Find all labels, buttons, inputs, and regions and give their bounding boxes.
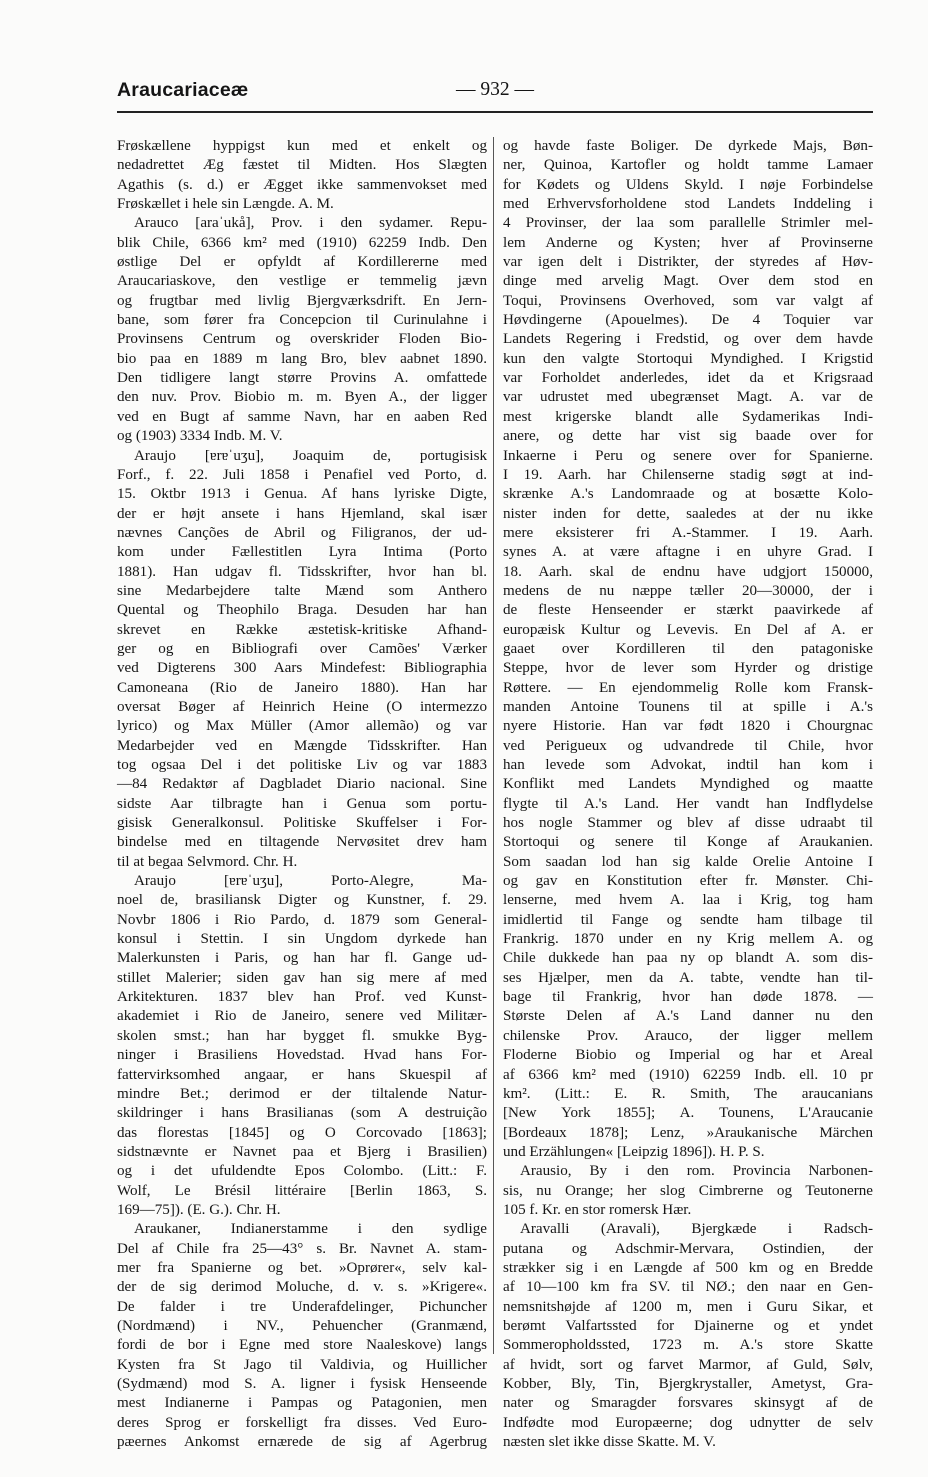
- text-line: Forf., f. 22. Juli 1858 i Penafiel ved Porto, d.: [117, 466, 487, 483]
- text-line: mest Indianerne i Pampas og Patagonien, men: [117, 1395, 487, 1412]
- text-line: Arkitekturen. 1837 blev han Prof. ved Kunst-: [117, 989, 487, 1006]
- text-line: Sommeropholdssted, 1723 m. A.'s store Skatte: [503, 1337, 873, 1354]
- text-line: Arauco [araˈukå], Prov. i den sydamer. Repu-: [134, 215, 487, 232]
- text-line: Araukaner, Indianerstamme i den sydlige: [134, 1221, 487, 1238]
- text-line: anere, og dette har vist sig baade over for: [503, 428, 873, 445]
- text-line: 105 f. Kr. en stor romersk Hær.: [503, 1201, 692, 1218]
- text-line: strækker sig i en Længde af 500 km og en Bredde: [503, 1259, 873, 1276]
- text-line: Kysten fra St Jago til Valdivia, og Huillicher: [117, 1356, 487, 1373]
- text-line: lyrico) og Max Müller (Amor allemão) og var: [117, 718, 487, 735]
- text-line: (Nordmænd) i NV., Pehuencher (Granmænd,: [117, 1317, 487, 1334]
- text-line: Agathis (s. d.) er Ægget ikke sammenvokset med: [117, 176, 487, 193]
- text-line: sis, nu Orange; her slog Cimbrerne og Teutonerne: [503, 1182, 873, 1199]
- text-line: bage til Frankrig, hvor han døde 1878. —: [503, 989, 873, 1006]
- text-line: sidstnævnte er Navnet paa et Bjerg i Brasilien): [117, 1143, 487, 1160]
- text-line: Indfødte mod Europæerne; dog udnytter de selv: [503, 1414, 873, 1431]
- text-line: sine Medarbejdere talte Mænd som Anthero: [117, 582, 487, 599]
- text-line: akademiet i Rio de Janeiro, senere ved Militær-: [117, 1008, 487, 1025]
- text-line: (Sydmænd) mod S. A. ligner i fysisk Henseende: [117, 1376, 487, 1392]
- text-line: konsul i Stettin. I sin Ungdom dyrkede han: [117, 931, 487, 948]
- text-line: berømt Valfartssted for Djainerne og et yndet: [503, 1317, 873, 1334]
- text-line: Frøskællene hyppigst kun med et enkelt og: [117, 138, 487, 154]
- text-line: Araucariaskove, den vestlige er temmelig jævn: [117, 273, 487, 290]
- text-line: [Bordeaux 1878]; Lenz, »Araukanische Märchen: [503, 1124, 873, 1141]
- text-line: nedadrettet Æg fæstet til Midten. Hos Slægten: [117, 157, 487, 174]
- text-line: skolen smst.; han har bygget fl. smukke Byg-: [117, 1027, 487, 1044]
- text-line: Floderne Biobio og Imperial og har et Areal: [503, 1047, 873, 1064]
- text-line: 169—75]). (E. G.). Chr. H.: [117, 1201, 281, 1218]
- text-line: Malerkunsten i Paris, og han har fl. Gange ud-: [117, 950, 487, 967]
- text-line: manden Antoine Tounens til at spille i A.'s: [503, 698, 873, 715]
- text-line: —84 Redaktør af Dagbladet Diario nacional. Sine: [117, 776, 487, 793]
- page-number: — 932 —: [456, 79, 534, 100]
- text-line: Stortoqui og senere til Konge af Araukanien.: [503, 834, 873, 851]
- text-line: de fleste Henseender er stærkt paavirkede af: [503, 602, 873, 619]
- text-line: Camoneana (Rio de Janeiro 1880). Han har: [117, 679, 487, 696]
- text-line: Quental og Theophilo Braga. Desuden har han: [117, 602, 487, 619]
- text-line: I 19. Aarh. har Chilenserne stadig søgt at ind-: [503, 466, 873, 483]
- text-line: Inkaerne i Peru og senere over for Spanierne.: [503, 447, 873, 464]
- text-line: europæisk Kultur og Levevis. En Del af A. er: [503, 621, 873, 638]
- text-line: sidste Aar tilbragte han i Genua som portu-: [117, 795, 487, 812]
- text-line: nyere Historie. Han var født 1820 i Chourgnac: [503, 718, 873, 735]
- text-line: deres Sprog er forskelligt fra disses. Ved Euro-: [117, 1414, 487, 1431]
- text-line: der er højt ansete i hans Hjemland, skal især: [117, 505, 487, 522]
- text-line: af 6366 km² med (1910) 62259 Indb. ell. 10 pr: [503, 1066, 873, 1083]
- text-line: og frugtbar med livlig Bjergværksdrift. En Jern-: [117, 292, 487, 309]
- text-line: Frankrig. 1870 under en ny Krig mellem A. og: [503, 931, 873, 948]
- text-line: Aravalli (Aravali), Bjergkæde i Radsch-: [520, 1221, 873, 1238]
- text-line: Konflikt med Landets Myndighed og maatte: [503, 776, 873, 793]
- text-line: imidlertid til Fange og sendte ham tilbage til: [503, 911, 873, 928]
- text-line: lem Anderne og Kysten; hver af Provinserne: [503, 234, 873, 251]
- text-line: mindre Bet.; derimod er der tiltalende Natur-: [117, 1085, 487, 1102]
- text-line: og i det ufuldendte Epos Colombo. (Litt.: F.: [117, 1163, 487, 1180]
- text-line: Chile dukkede han paa ny op blandt A. som dis-: [503, 950, 873, 967]
- text-line: dinge med arvelig Magt. Over dem stod en: [503, 273, 873, 290]
- text-line: fordi de bor i Egne med store Naaleskove) langs: [117, 1337, 487, 1354]
- text-line: skildringer i hans Brasilianas (som A destruição: [117, 1105, 487, 1122]
- column-divider: [493, 137, 494, 1354]
- text-line: hos nogle Stammer og blev af disse udraabt til: [503, 815, 873, 832]
- text-line: næsten slet ikke disse Skatte. M. V.: [503, 1434, 716, 1451]
- text-line: mest krigerske blandt alle Sydamerikas Indi-: [503, 408, 873, 425]
- text-line: Den tidligere langt større Provins A. omfattede: [117, 370, 487, 387]
- text-line: 1881). Han udgav fl. Tidsskrifter, hvor han bl.: [117, 563, 487, 580]
- text-line: af 10—100 km fra SV. til NØ.; den naar en Gen-: [503, 1279, 873, 1296]
- text-line: medens de nu næppe tæller 20—30000, der i: [503, 582, 873, 599]
- text-line: ner, Quinoa, Kartofler og holdt tamme Lamaer: [503, 157, 873, 174]
- text-line: han levede som Advokat, indtil han kom i: [503, 757, 873, 773]
- text-line: 18. Aarh. skal de endnu have udgjort 150000,: [503, 563, 873, 580]
- text-line: ved Perigueux og udvandrede til Chile, hvor: [503, 737, 873, 754]
- text-line: mere eksisterer fri A.-Stammer. I 19. Aarh.: [503, 524, 873, 541]
- text-line: flygte til A.'s Land. Her vandt han Indflydelse: [503, 795, 873, 812]
- text-line: oversat Bøger af Heinrich Heine (O intermezzo: [117, 698, 487, 715]
- text-line: var udrustet med ubegrænset Magt. A. var de: [503, 389, 873, 406]
- text-line: Steppe, hvor de lever som Hyrder og dristige: [503, 660, 873, 677]
- text-line: gaaet over Kordilleren til den patagoniske: [503, 640, 873, 657]
- text-line: Araujo [ɐrɐˈuʒu], Porto-Alegre, Ma-: [134, 873, 487, 890]
- text-line: Landets Regering i Fredstid, og over dem havde: [503, 331, 873, 348]
- text-line: til at begaa Selvmord. Chr. H.: [117, 853, 298, 870]
- text-line: das florestas [1845] og O Corcovado [1863];: [117, 1124, 487, 1141]
- text-line: [New York 1855]; A. Tounens, L'Araucanie: [503, 1105, 873, 1122]
- text-line: putana og Adschmir-Mervara, Ostindien, der: [503, 1240, 873, 1257]
- text-line: chilenske Prov. Arauco, der ligger mellem: [503, 1027, 873, 1044]
- text-line: tog ogsaa Del i det politiske Liv og var 1883: [117, 757, 487, 773]
- text-line: bindelse med en tiltagende Nervøsitet drev ham: [117, 834, 487, 851]
- text-line: pæernes Ankomst ernærede de sig af Agerbrug: [117, 1434, 487, 1451]
- text-line: stillet Malerier; siden gav han sig mere af med: [117, 969, 487, 986]
- text-line: den nuv. Prov. Biobio m. m. Byen A., der ligger: [117, 389, 487, 406]
- text-line: nævnes Canções de Abril og Filigranos, der ud-: [117, 524, 487, 541]
- text-line: og havde faste Boliger. De dyrkede Majs, Bøn-: [503, 138, 873, 154]
- text-line: noel de, brasiliansk Digter og Kunstner, f. 29.: [117, 892, 487, 909]
- text-line: ved Digterens 300 Aars Mindefest: Bibliographia: [117, 660, 487, 677]
- text-line: Del af Chile fra 25—43° s. Br. Navnet A. stam-: [117, 1240, 487, 1257]
- text-line: kom under Fællestitlen Lyra Intima (Porto: [117, 544, 487, 561]
- text-line: Kobber, Bly, Tin, Bjergkrystaller, Ametyst, Gra-: [503, 1376, 873, 1392]
- text-line: kun den valgte Stortoqui Myndighed. I Krigstid: [503, 350, 873, 367]
- text-line: og (1903) 3334 Indb. M. V.: [117, 428, 283, 445]
- text-line: und Erzählungen« [Leipzig 1896]). H. P. S.: [503, 1143, 765, 1160]
- text-line: Største Delen af A.'s Land danner nu den: [503, 1008, 873, 1025]
- text-line: ninger i Brasiliens Hovedstad. Hvad hans For-: [117, 1047, 487, 1064]
- text-line: fattervirksomhed angaar, er hans Skuespil af: [117, 1066, 487, 1083]
- running-headword: Araucariaceæ: [117, 79, 249, 101]
- text-line: skrænke A.'s Landomraade og at bosætte Kolo-: [503, 486, 873, 503]
- text-line: Som saadan lod han sig kalde Orelie Antoine I: [503, 853, 873, 870]
- text-line: der de sig derimod Moluche, d. v. s. »Krigere«.: [117, 1279, 487, 1296]
- text-line: skrevet en Række æstetisk-kritiske Afhand-: [117, 621, 487, 638]
- text-line: bane, som fører fra Concepcion til Curinulahne i: [117, 312, 487, 329]
- text-line: Araujo [ɐrɐˈuʒu], Joaquim de, portugisisk: [134, 447, 487, 464]
- text-line: ses Hjælper, men da A. tabte, vendte han til-: [503, 969, 873, 986]
- header-rule: [117, 111, 873, 113]
- text-line: nemsnitshøjde af 1200 m, men i Guru Sikar, et: [503, 1298, 873, 1315]
- text-line: Provinsens Centrum og overskrider Floden Bio-: [117, 331, 487, 348]
- text-line: ved en Bugt af samme Navn, har en aaben Red: [117, 408, 487, 425]
- text-line: lenserne, med hvem A. laa i Krig, tog ham: [503, 892, 873, 909]
- text-line: nister inden for dette, saaledes at der nu ikke: [503, 505, 873, 522]
- running-header: [117, 79, 873, 105]
- text-line: Frøskællet i hele sin Længde. A. M.: [117, 196, 334, 213]
- text-line: De falder i tre Underafdelinger, Pichuncher: [117, 1298, 487, 1315]
- text-line: var Forholdet anderledes, idet da et Krigsraad: [503, 370, 873, 387]
- text-line: blik Chile, 6366 km² med (1910) 62259 Indb. Den: [117, 234, 487, 251]
- text-line: Arausio, By i den rom. Provincia Narbonen-: [520, 1163, 873, 1180]
- text-line: bio paa en 1889 m lang Bro, blev aabnet 1890.: [117, 350, 487, 367]
- text-line: 4 Provinser, der laa som parallelle Strimler mel-: [503, 215, 873, 232]
- text-line: mer fra Spanierne og bet. »Oprører«, selv kal-: [117, 1259, 487, 1276]
- text-line: Wolf, Le Brésil littéraire [Berlin 1863, S.: [117, 1182, 487, 1199]
- text-line: 15. Oktbr 1913 i Genua. Af hans lyriske Digte,: [117, 486, 487, 503]
- text-line: med Erhvervsforholdene stod Landets Inddeling i: [503, 196, 873, 213]
- text-line: gisisk Generalkonsul. Politiske Skuffelser i For-: [117, 815, 487, 832]
- text-line: var igen delt i Distrikter, der styredes af Høv-: [503, 254, 873, 271]
- text-line: Novbr 1806 i Rio Pardo, d. 1879 som General-: [117, 911, 487, 928]
- text-line: og gav en Konstitution efter fr. Mønster. Chi-: [503, 873, 873, 890]
- text-line: synes A. at være aftagne i en uhyre Grad. I: [503, 544, 873, 561]
- text-line: Toqui, Provinsens Overhoved, som var valgt af: [503, 292, 873, 309]
- text-line: for Kødets og Uldens Skyld. I nøje Forbindelse: [503, 176, 873, 193]
- text-line: af hvidt, sort og farvet Marmor, af Guld, Sølv,: [503, 1356, 873, 1373]
- right-column: [503, 137, 873, 1452]
- text-line: km². (Litt.: E. R. Smith, The araucanians: [503, 1085, 873, 1102]
- text-line: nater og Smaragder forsvares skinsygt af de: [503, 1395, 873, 1412]
- left-column: [117, 137, 487, 1452]
- text-line: østlige Del er opfyldt af Kordillererne med: [117, 254, 487, 271]
- text-line: Røttere. — En ejendommelig Rolle kom Fransk-: [503, 679, 873, 696]
- text-line: ger og en Bibliografi over Camões' Værker: [117, 640, 487, 657]
- text-line: Medarbejder ved en Mængde Tidsskrifter. Han: [117, 737, 487, 754]
- text-line: Høvdingerne (Apouelmes). De 4 Toquier var: [503, 312, 873, 329]
